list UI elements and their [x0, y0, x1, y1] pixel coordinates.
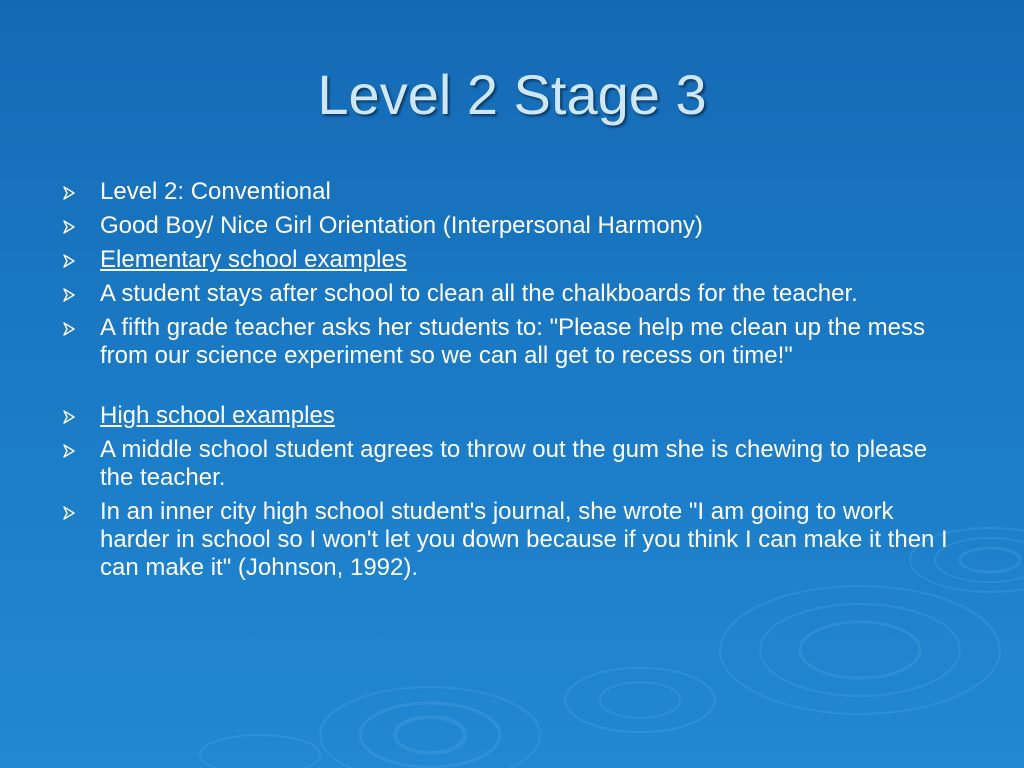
- section-heading-elementary: Elementary school examples: [100, 246, 407, 273]
- arrow-bullet-icon: [62, 288, 76, 302]
- bullet-text: A fifth grade teacher asks her students to: "Please help me clean up the mess from our science experiment so we can all get to recess on time!": [100, 314, 925, 369]
- bullet-text: In an inner city high school student's journal, she wrote "I am going to work harder in school so I won't let you down because if you think I can make it then I can make it" (Johnson, 1992).: [100, 498, 948, 581]
- bullet-item: [62, 314, 962, 370]
- bullet-item: [62, 212, 962, 240]
- arrow-bullet-icon: [62, 410, 76, 424]
- bullet-item: [62, 178, 962, 206]
- slide-title: Level 2 Stage 3: [317, 63, 707, 126]
- arrow-bullet-icon: [62, 254, 76, 268]
- arrow-bullet-icon: [62, 322, 76, 336]
- bullet-item: [62, 436, 962, 492]
- bullet-item: [62, 246, 962, 274]
- arrow-bullet-icon: [62, 444, 76, 458]
- bullet-text: Level 2: Conventional: [100, 178, 331, 205]
- section-heading-high-school: High school examples: [100, 402, 335, 429]
- bullet-text: A student stays after school to clean all the chalkboards for the teacher.: [100, 280, 858, 307]
- bullet-text: Good Boy/ Nice Girl Orientation (Interpersonal Harmony): [100, 212, 703, 239]
- bullet-list: [62, 178, 962, 588]
- arrow-bullet-icon: [62, 186, 76, 200]
- bullet-item: [62, 498, 962, 582]
- arrow-bullet-icon: [62, 220, 76, 234]
- bullet-item: [62, 402, 962, 430]
- bullet-text: A middle school student agrees to throw out the gum she is chewing to please the teacher.: [100, 436, 928, 491]
- bullet-item: [62, 280, 962, 308]
- arrow-bullet-icon: [62, 506, 76, 520]
